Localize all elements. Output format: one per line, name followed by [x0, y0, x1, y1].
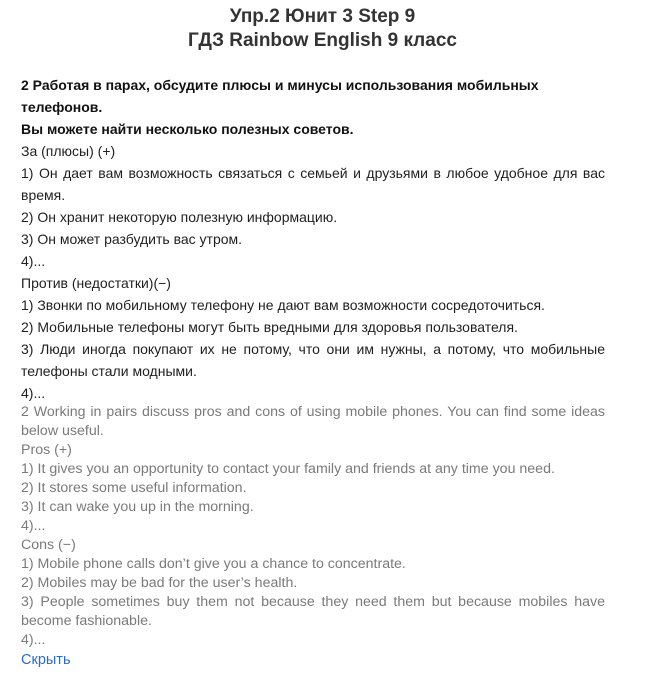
russian-cons-item: 4)...: [21, 385, 46, 401]
russian-cons-heading: Против (недостатки)(−): [21, 275, 171, 291]
english-cons-item: 2) Mobiles may be bad for the user’s health.: [21, 575, 298, 591]
russian-task-line-1: 2 Работая в парах, обсудите плюсы и минусы использования мобильных телефонов.: [21, 77, 539, 115]
russian-task-line-2: Вы можете найти несколько полезных советов.: [21, 121, 354, 137]
english-pros-item: 1) It gives you an opportunity to contact your family and friends at any time you need.: [21, 461, 555, 477]
english-cons-item: 4)...: [21, 632, 46, 648]
russian-section: [21, 74, 605, 404]
russian-pros-item: 3) Он может разбудить вас утром.: [21, 231, 243, 247]
russian-cons-item: 3) Люди иногда покупают их не потому, что они им нужны, а потому, что мобильные телефоны стали модными.: [21, 341, 605, 379]
russian-pros-item: 1) Он дает вам возможность связаться с семьей и друзьями в любое удобное для вас время.: [21, 165, 605, 203]
page-subtitle: ГДЗ Rainbow English 9 класс: [188, 30, 457, 51]
page-title: Упр.2 Юнит 3 Step 9: [229, 6, 416, 27]
russian-pros-heading: За (плюсы) (+): [21, 143, 116, 159]
english-section: [21, 403, 605, 650]
russian-pros-item: 2) Он хранит некоторую полезную информацию.: [21, 209, 338, 225]
english-pros-heading: Pros (+): [21, 442, 72, 458]
english-pros-item: 4)...: [21, 518, 46, 534]
russian-cons-item: 2) Мобильные телефоны могут быть вредными для здоровья пользователя.: [21, 319, 518, 335]
page-header: [0, 0, 645, 53]
english-task: 2 Working in pairs discuss pros and cons of using mobile phones. You can find some ideas below useful.: [21, 404, 605, 439]
russian-pros-item: 4)...: [21, 253, 46, 269]
hide-link[interactable]: Скрыть: [21, 652, 71, 668]
english-cons-item: 1) Mobile phone calls don’t give you a chance to concentrate.: [21, 556, 406, 572]
russian-cons-item: 1) Звонки по мобильному телефону не дают вам возможности сосредоточиться.: [21, 297, 545, 313]
english-cons-item: 3) People sometimes buy them not because they need them but because mobiles have become fashionable.: [21, 594, 605, 629]
english-cons-heading: Cons (−): [21, 537, 76, 553]
english-pros-item: 2) It stores some useful information.: [21, 480, 247, 496]
english-pros-item: 3) It can wake you up in the morning.: [21, 499, 254, 515]
